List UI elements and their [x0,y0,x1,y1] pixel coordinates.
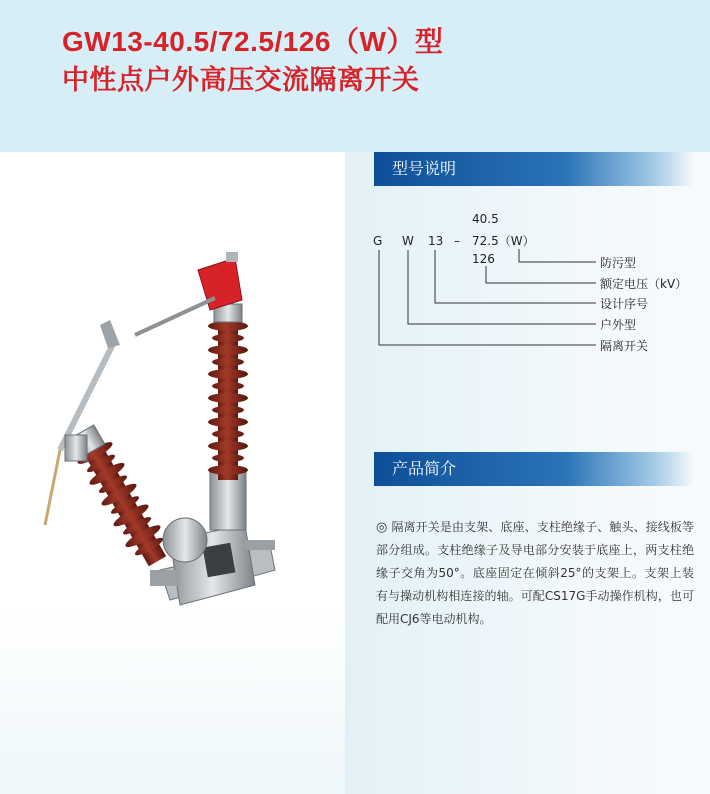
legend-rated-voltage: 额定电压（kV） [600,277,688,291]
code-dash: – [454,234,460,248]
section-bar-intro: 产品简介 [374,452,694,486]
product-intro [376,516,694,631]
code-voltage-1: 40.5 [472,212,499,226]
code-voltage-2: 72.5（W） [472,234,535,248]
legend-design-number: 设计序号 [600,297,649,311]
code-letter-g: G [373,234,383,248]
base-frame [150,518,275,605]
legend-outdoor: 户外型 [600,318,637,332]
intro-text: 隔离开关是由支架、底座、支柱绝缘子、触头、接线板等部分组成。支柱绝缘子及导电部分安装于底座上，两支柱绝缘子交角为50°。底座固定在倾斜25°的支架上。支架上装有与操动机构相连接的轴。可配CS17G手动操作机构，也可配用CJ6等电动机构。 [376,520,694,626]
section-bar-model: 型号说明 [374,152,694,186]
vertical-insulator [208,304,248,530]
title-model: GW13-40.5/72.5/126（W）型 [62,26,444,57]
bullet-icon: ◎ [376,520,388,535]
title-description: 中性点户外高压交流隔离开关 [62,65,420,95]
legend-antifouling: 防污型 [600,256,637,270]
code-series: 13 [428,234,444,248]
code-letter-w: W [402,234,414,248]
code-voltage-3: 126 [472,252,495,266]
disconnector-illustration [30,240,290,630]
legend-disconnector: 隔离开关 [600,339,649,353]
